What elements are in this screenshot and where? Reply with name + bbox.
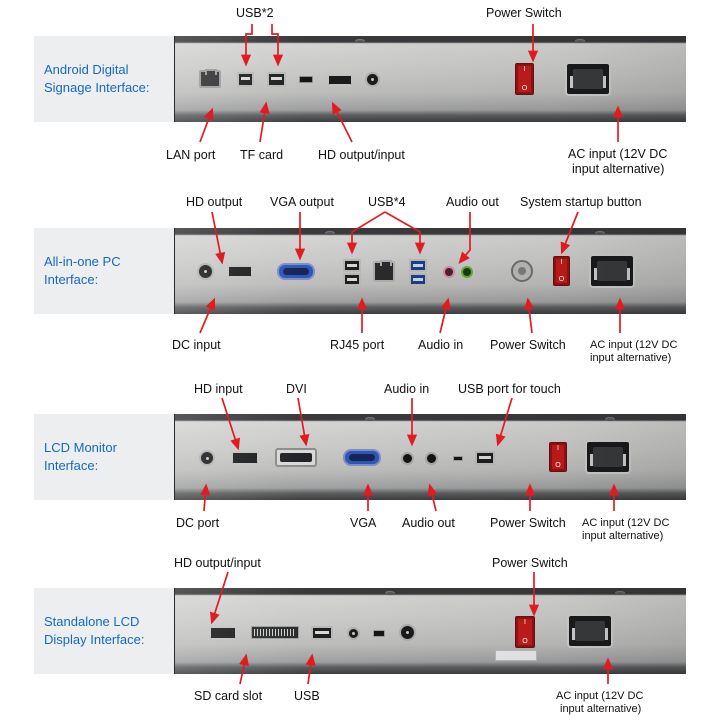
panel-all-in-one-pc xyxy=(34,228,686,314)
panel-label-line2: Display Interface: xyxy=(44,632,145,647)
caption-audio-out-3: Audio out xyxy=(402,516,455,530)
panel-label-standalone xyxy=(34,588,174,674)
panel-lcd-monitor xyxy=(34,414,686,500)
caption-power-switch-2: Power Switch xyxy=(490,338,566,352)
panel-label-line2: Signage Interface: xyxy=(44,80,150,95)
sticker-label xyxy=(495,650,537,661)
screw-icon xyxy=(385,591,395,595)
system-startup-button[interactable] xyxy=(511,260,533,282)
audio-out-jack xyxy=(425,452,438,465)
caption-dvi: DVI xyxy=(286,382,307,396)
caption-ac-input-1-line1: AC input (12V DC xyxy=(568,147,668,161)
ac-input-socket xyxy=(567,614,613,648)
panel-label-lcd xyxy=(34,414,174,500)
caption-power-switch-4: Power Switch xyxy=(492,556,568,570)
usb3-port-1 xyxy=(409,259,427,272)
power-switch[interactable] xyxy=(549,442,567,472)
caption-dc-input-2: DC input xyxy=(172,338,221,352)
lan-port xyxy=(199,70,221,88)
caption-ac-input-1-line2: input alternative) xyxy=(572,162,665,176)
caption-audio-out-2: Audio out xyxy=(446,195,499,209)
screw-icon xyxy=(575,39,585,43)
panel-label-line1: Standalone LCD xyxy=(44,614,140,629)
dc-jack xyxy=(365,72,380,87)
screw-icon xyxy=(605,417,615,421)
caption-vga: VGA xyxy=(350,516,377,530)
caption-dc-port: DC port xyxy=(176,516,220,530)
caption-hd-output-input-4: HD output/input xyxy=(174,556,261,570)
panel-label-line1: All-in-one PC xyxy=(44,254,121,269)
usb-port xyxy=(311,626,333,640)
panel-standalone-lcd-display xyxy=(34,588,686,674)
power-switch[interactable] xyxy=(553,256,570,286)
usb-port-1 xyxy=(237,72,254,87)
caption-hd-output-2: HD output xyxy=(186,195,243,209)
hd-input-port xyxy=(231,451,259,465)
dc-input-port xyxy=(399,624,416,641)
mini-port xyxy=(373,630,385,637)
usb-port-1 xyxy=(343,259,361,272)
panel-photo-lcd xyxy=(174,414,686,500)
caption-power-switch-3: Power Switch xyxy=(490,516,566,530)
caption-rj45-port: RJ45 port xyxy=(330,338,385,352)
panel-label-line2: Interface: xyxy=(44,458,99,473)
caption-audio-in-3: Audio in xyxy=(384,382,430,396)
panel-label-aio xyxy=(34,228,174,314)
rj45-port xyxy=(373,261,395,282)
hd-output-port xyxy=(227,265,253,278)
hd-output-input-port xyxy=(327,74,353,86)
usb-port-2 xyxy=(343,273,361,286)
caption-hd-output-input-1: HD output/input xyxy=(318,148,405,162)
caption-tf-card: TF card xyxy=(240,148,284,162)
panel-label-android xyxy=(34,36,174,122)
tf-card-slot xyxy=(299,76,313,83)
caption-hd-input: HD input xyxy=(194,382,243,396)
screw-icon xyxy=(365,417,375,421)
caption-system-startup-button: System startup button xyxy=(520,195,642,209)
audio-out-jack xyxy=(461,266,473,278)
audio-in-jack xyxy=(443,266,455,278)
caption-ac-input-3-line1: AC input (12V DC xyxy=(582,517,670,529)
power-switch[interactable] xyxy=(515,616,535,648)
caption-usb-4: USB xyxy=(294,689,320,703)
ac-input-socket xyxy=(589,254,635,288)
aux-jack xyxy=(347,627,360,640)
caption-power-switch-1: Power Switch xyxy=(486,6,562,20)
hd-output-input-port xyxy=(209,626,237,640)
caption-usb2: USB*2 xyxy=(236,6,274,20)
screw-icon xyxy=(325,231,335,235)
dc-port xyxy=(199,450,215,466)
dvi-port xyxy=(275,448,317,467)
caption-audio-in-2: Audio in xyxy=(418,338,464,352)
panel-photo-aio xyxy=(174,228,686,314)
audio-in-jack xyxy=(401,452,414,465)
dc-input-port xyxy=(197,263,214,280)
panel-label-line1: Android Digital xyxy=(44,62,129,77)
panel-label-line1: LCD Monitor xyxy=(44,440,117,455)
caption-usb-port-for-touch: USB port for touch xyxy=(458,382,561,396)
caption-ac-input-3-line2: input alternative) xyxy=(582,530,664,542)
usb3-port-2 xyxy=(409,273,427,286)
ac-input-socket xyxy=(585,440,631,474)
panel-photo-android xyxy=(174,36,686,122)
caption-lan-port: LAN port xyxy=(166,148,216,162)
usb-port-2 xyxy=(267,72,286,87)
sd-card-slot xyxy=(251,626,299,639)
caption-ac-input-2-line1: AC input (12V DC xyxy=(590,339,678,351)
caption-ac-input-2-line2: input alternative) xyxy=(590,352,672,364)
caption-vga-output: VGA output xyxy=(270,195,334,209)
caption-sd-card-slot: SD card slot xyxy=(194,689,263,703)
indicator-slot xyxy=(453,456,463,461)
usb-port-for-touch xyxy=(475,451,495,465)
panel-photo-standalone xyxy=(174,588,686,674)
ac-input-socket xyxy=(565,62,611,96)
panel-android-digital-signage xyxy=(34,36,686,122)
vga-output-port xyxy=(277,263,315,280)
caption-ac-input-4-line2: input alternative) xyxy=(560,703,642,715)
power-switch[interactable] xyxy=(515,63,534,95)
vga-port xyxy=(343,449,381,466)
panel-label-line2: Interface: xyxy=(44,272,99,287)
caption-ac-input-4-line1: AC input (12V DC xyxy=(556,690,644,702)
screw-icon xyxy=(355,39,365,43)
screw-icon xyxy=(615,591,625,595)
caption-usb4: USB*4 xyxy=(368,195,406,209)
screw-icon xyxy=(595,231,605,235)
